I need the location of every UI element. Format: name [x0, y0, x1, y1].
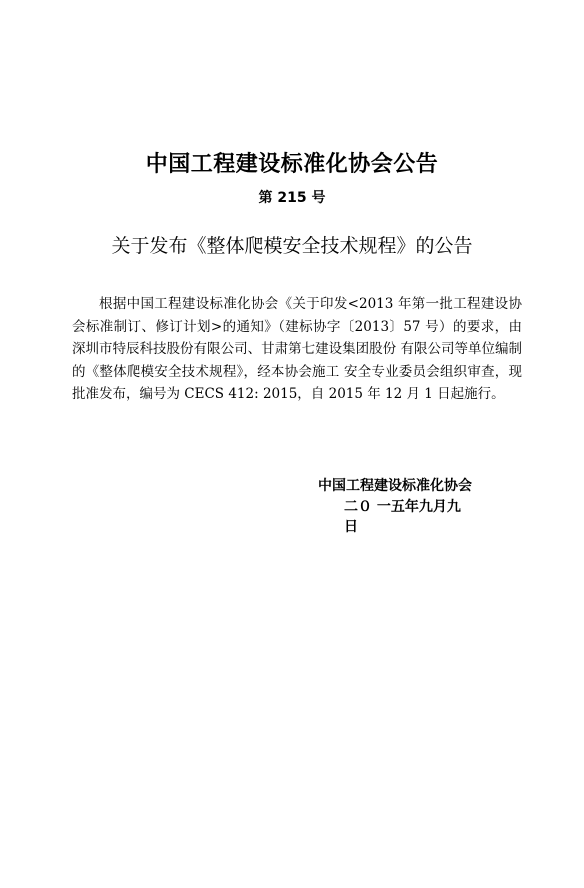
signature-date: 二０ 一五年九月九日: [344, 499, 461, 535]
signature-organization: 中国工程建设标准化协会: [318, 478, 472, 494]
announcement-body: 根据中国工程建设标准化协会《关于印发<2013 年第一批工程建设协会标准制订、修订计划>的通知》（建标协字〔2013〕57 号）的要求，由深圳市特辰科技股份有限公司、甘肃第七建设集团股份 有限公司等单位编制的《整体爬模安全技术规程》，经本协会施工 安全专业委员会组织审查，现批准发布，编号为 CECS 412: 2015，自 2015 年 12 月 1 日起施行。: [72, 296, 522, 402]
announcement-subtitle: 关于发布《整体爬模安全技术规程》的公告: [111, 235, 473, 257]
announcement-number: 第 215 号: [258, 190, 326, 206]
announcement-title: 中国工程建设标准化协会公告: [145, 152, 439, 177]
